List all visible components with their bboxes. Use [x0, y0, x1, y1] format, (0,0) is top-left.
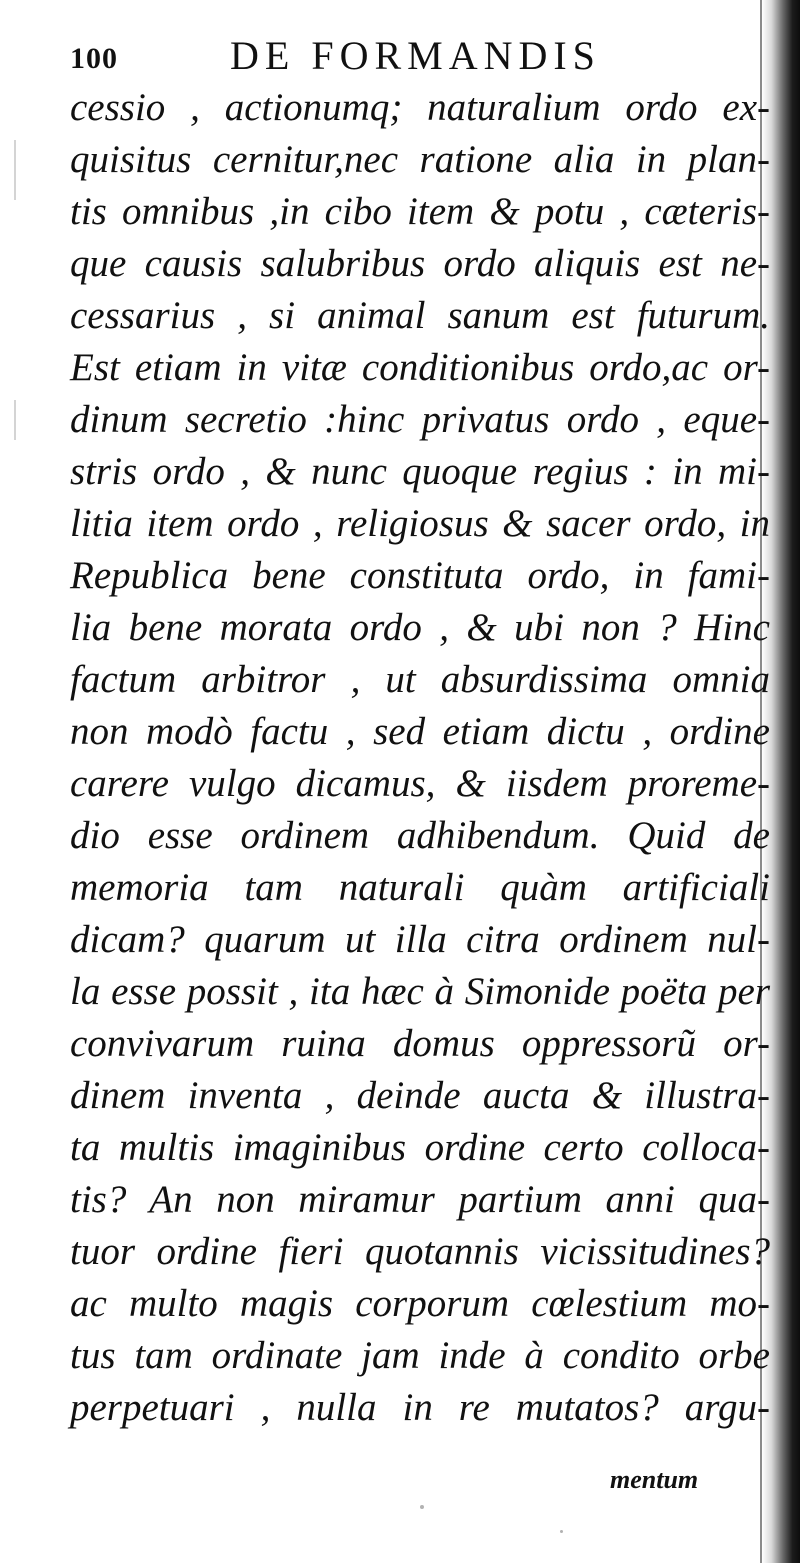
text-line: perpetuari , nulla in re mutatos? argu- [70, 1386, 770, 1429]
text-line: stris ordo , & nunc quoque regius : in mi- [70, 450, 770, 493]
scan-mark [14, 140, 16, 200]
text-line: cessarius , si animal sanum est futurum. [70, 294, 770, 337]
text-line: non modò factu , sed etiam dictu , ordine [70, 710, 770, 753]
text-line: ta multis imaginibus ordine certo colloca- [70, 1126, 770, 1169]
body-text [70, 82, 770, 1434]
text-line: dio esse ordinem adhibendum. Quid de [70, 814, 770, 857]
text-line: factum arbitror , ut absurdissima omnia [70, 658, 770, 701]
text-line: memoria tam naturali quàm artificiali [70, 866, 770, 909]
scan-speck [420, 1505, 424, 1509]
text-line: tus tam ordinate jam inde à condito orbe [70, 1334, 770, 1377]
text-line: tis? An non miramur partium anni qua- [70, 1178, 770, 1221]
text-line: convivarum ruina domus oppressorũ or- [70, 1022, 770, 1065]
scan-speck [560, 1530, 563, 1533]
text-line: que causis salubribus ordo aliquis est ne- [70, 242, 770, 285]
text-line: dicam? quarum ut illa citra ordinem nul- [70, 918, 770, 961]
text-line: dinum secretio :hinc privatus ordo , eque- [70, 398, 770, 441]
text-line: lia bene morata ordo , & ubi non ? Hinc [70, 606, 770, 649]
text-line: cessio , actionumq; naturalium ordo ex- [70, 86, 770, 129]
text-line: Republica bene constituta ordo, in fami- [70, 554, 770, 597]
text-line: dinem inventa , deinde aucta & illustra- [70, 1074, 770, 1117]
text-line: tis omnibus ,in cibo item & potu , cæteris- [70, 190, 770, 233]
text-line: Est etiam in vitæ conditionibus ordo,ac or- [70, 346, 770, 389]
scan-mark [14, 400, 16, 440]
text-line: carere vulgo dicamus, & iisdem proreme- [70, 762, 770, 805]
running-head: DE FORMANDIS [230, 33, 601, 78]
text-line: la esse possit , ita hæc à Simonide poëta per [70, 970, 770, 1013]
page-header [70, 32, 770, 82]
text-line: quisitus cernitur,nec ratione alia in plan- [70, 138, 770, 181]
page-number: 100 [70, 42, 118, 75]
text-line: tuor ordine fieri quotannis vicissitudines? [70, 1230, 770, 1273]
text-line: ac multo magis corporum cœlestium mo- [70, 1282, 770, 1325]
text-line: litia item ordo , religiosus & sacer ordo, in [70, 502, 770, 545]
catchword: mentum [610, 1465, 699, 1494]
